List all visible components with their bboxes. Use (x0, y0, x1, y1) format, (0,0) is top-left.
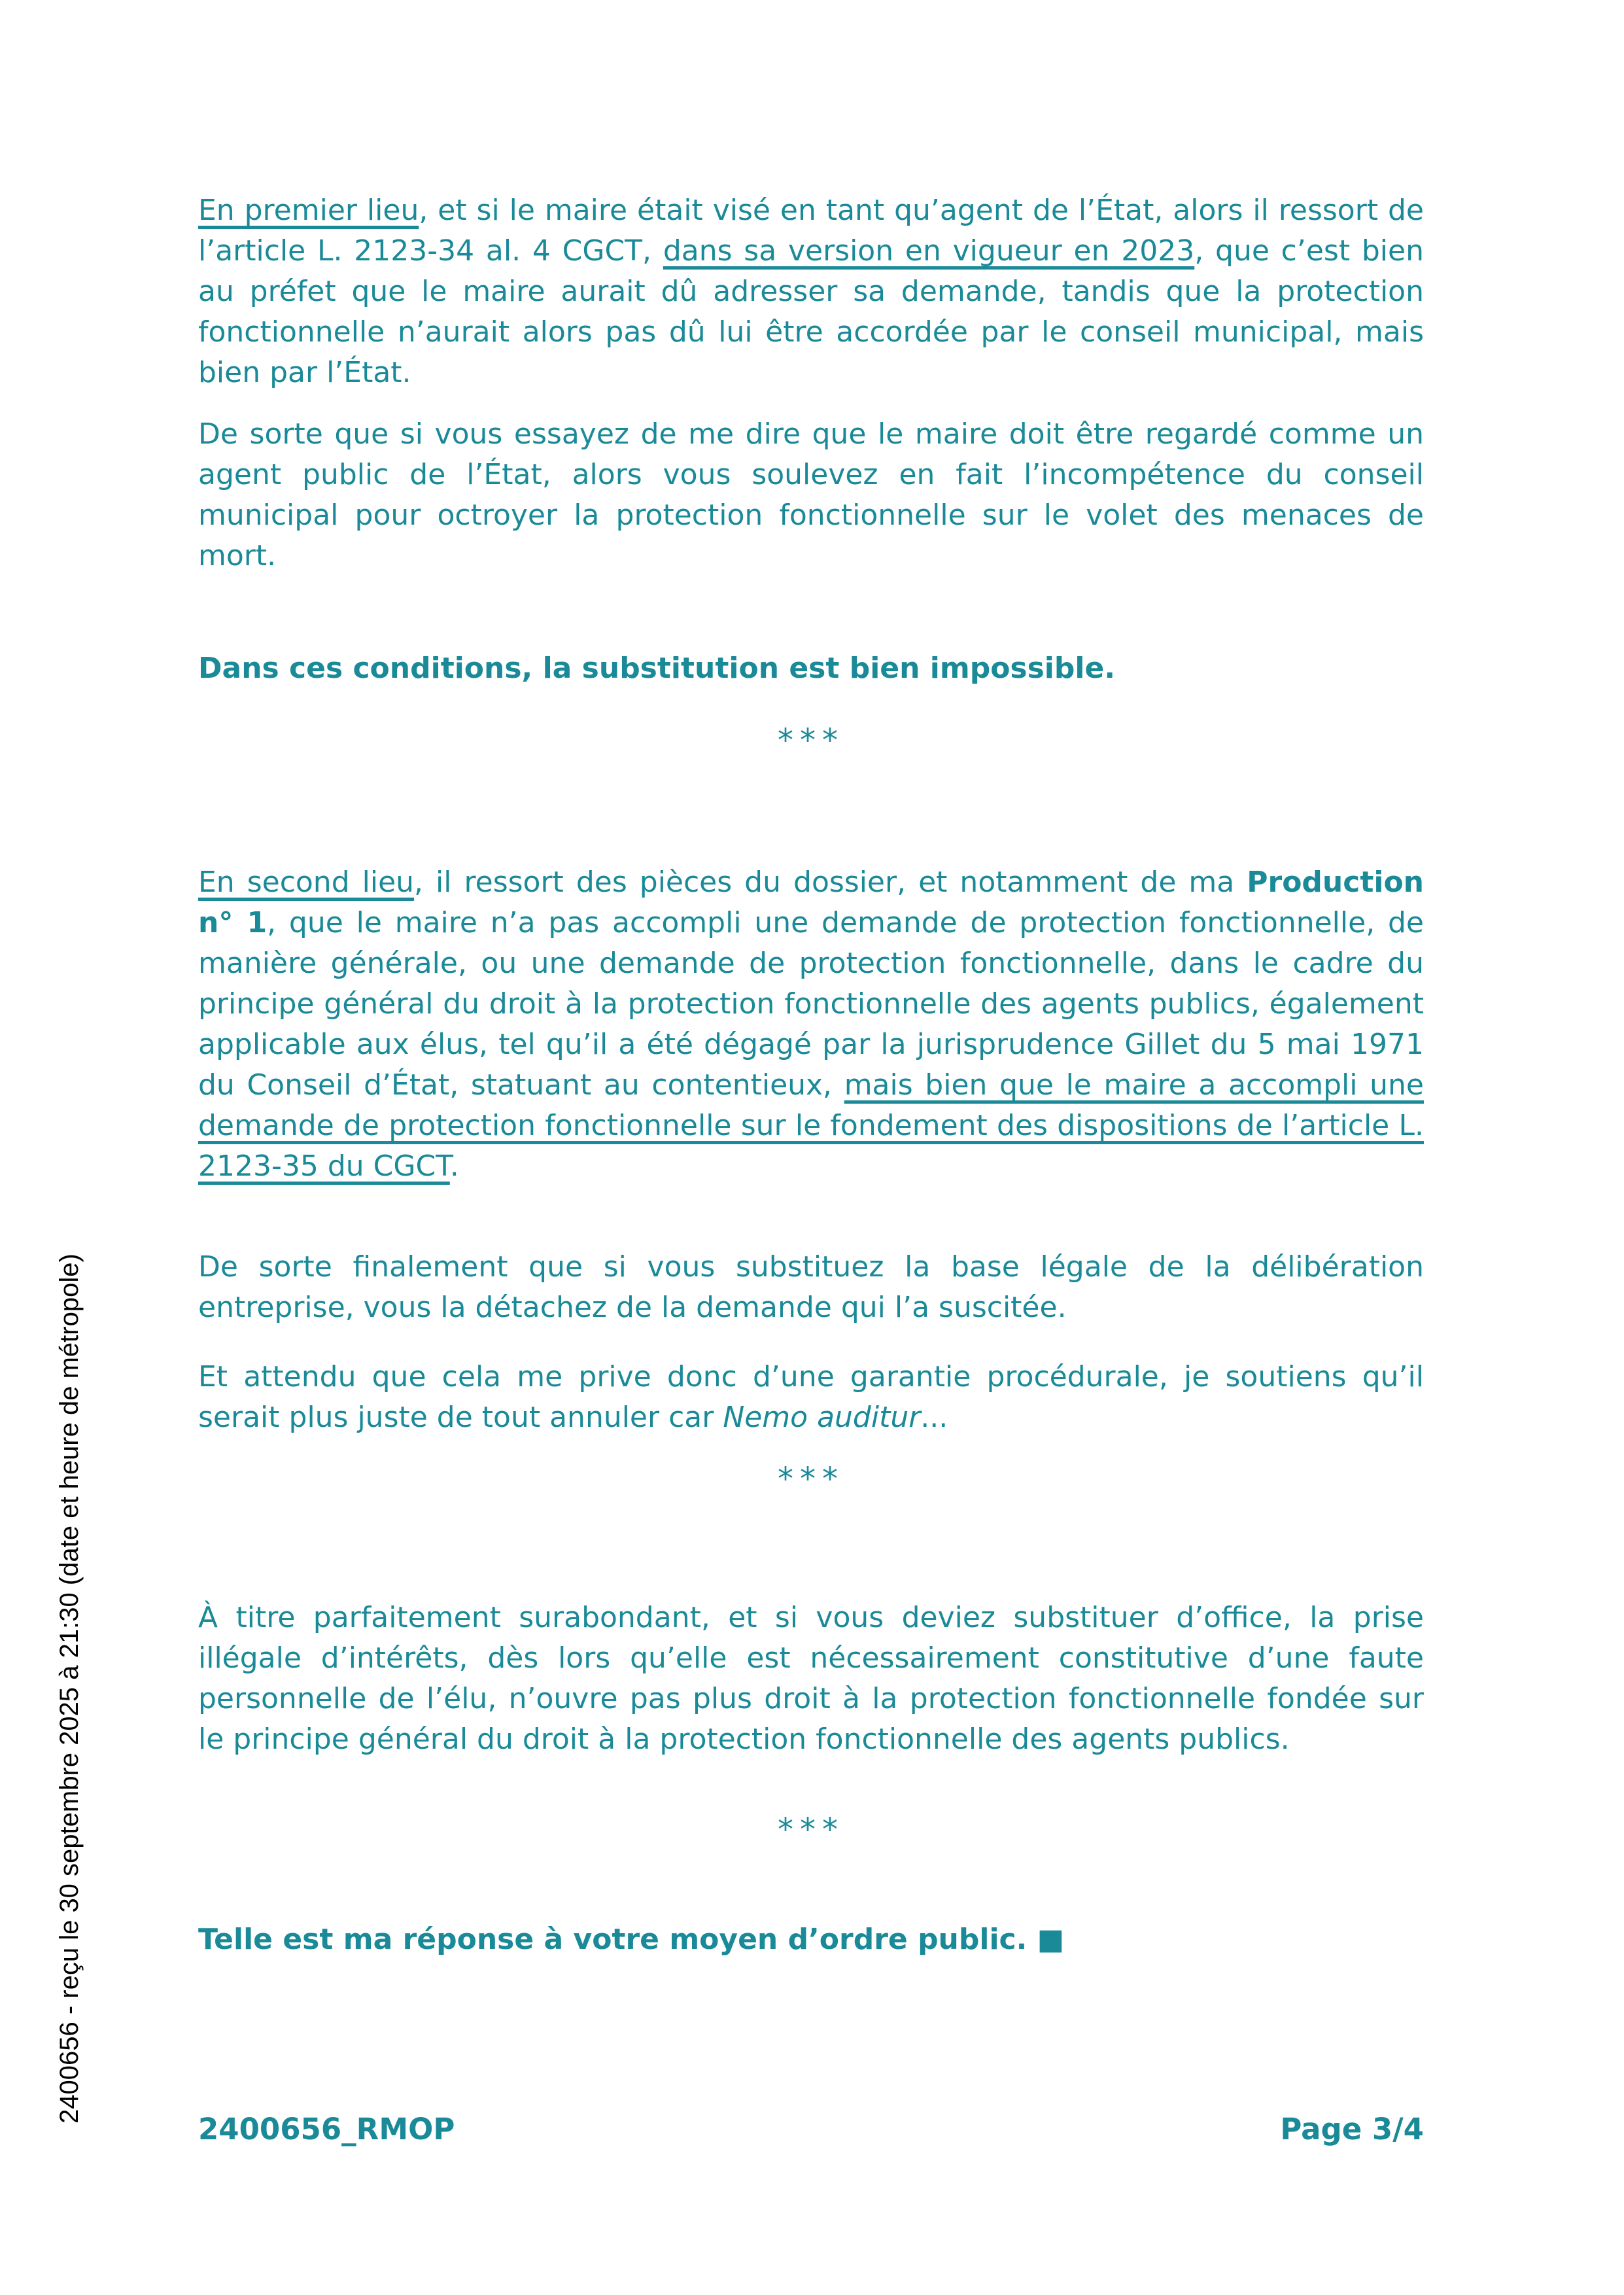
paragraph-nemo-auditur (198, 1357, 1424, 1438)
text-segment: ... (920, 1401, 948, 1434)
page-number: Page 3/4 (1280, 2112, 1424, 2146)
text-segment: Et attendu que cela me prive donc d’une garantie procédurale, je soutiens qu’il serait plus juste de tout annuler car (198, 1360, 1424, 1434)
page-footer (198, 2109, 1424, 2150)
conclusion-substitution-impossible (198, 648, 1424, 689)
section-separator: *** (778, 722, 844, 759)
text-segment: En premier lieu (198, 194, 419, 227)
text-segment: De sorte que si vous essayez de me dire que le maire doit être regardé comme un agent public de l’État, alors vous soulevez en fait l’incompétence du conseil municipal pour octroyer la protection fonctionnelle sur le volet des menaces de mort. (198, 417, 1424, 572)
paragraph-surabondant (198, 1598, 1424, 1760)
document-reference: 2400656_RMOP (198, 2112, 455, 2146)
text-segment: Dans ces conditions, la substitution est bien impossible. (198, 652, 1116, 685)
paragraph-second-lieu (198, 862, 1424, 1187)
text-segment: À titre parfaitement surabondant, et si vous deviez substituer d’office, la prise illégale d’intérêts, dès lors qu’elle est nécessairement constitutive d’une faute personnelle de l’élu, n’ouvre pas plus droit à la protection fonctionnelle fondée sur le principe général du droit à la protection fonctionnelle des agents publics. (198, 1601, 1424, 1756)
paragraph-premier-lieu (198, 190, 1424, 393)
paragraph-de-sorte (198, 414, 1424, 576)
text-segment: dans sa version en vigueur en 2023 (663, 234, 1195, 268)
paragraph-base-legale (198, 1247, 1424, 1328)
text-segment: En second lieu (198, 866, 415, 899)
text-segment: , il ressort des pièces du dossier, et notamment de ma (414, 866, 1247, 899)
document-body (198, 0, 1424, 1960)
text-segment: mais bien que le maire a accompli une demande de protection fonctionnelle sur le fondement des dispositions de l’article L. 2123-35 du CGCT (198, 1068, 1424, 1183)
section-separator: *** (778, 1461, 844, 1498)
text-segment: , que c’est bien au préfet que le maire aurait dû adresser sa demande, tandis que la protection fonctionnelle n’aurait alors pas dû lui être accordée par le conseil municipal, mais bien par l’État. (198, 234, 1424, 389)
text-segment: Telle est ma réponse à votre moyen d’ordre public. (198, 1923, 1037, 1956)
efiling-stamp: 2400656 - reçu le 30 septembre 2025 à 21:30 (date et heure de métropole) (55, 1253, 84, 2124)
section-separator: *** (778, 1812, 844, 1848)
text-segment: , que le maire n’a pas accompli une demande de protection fonctionnelle, de manière générale, ou une demande de protection fonctionnelle, dans le cadre du principe général du droit à la protection fonctionnelle des agents publics, également applicable aux élus, tel qu’il a été dégagé par la jurisprudence Gillet du 5 mai 1971 du Conseil d’État, statuant au contentieux, (198, 906, 1424, 1102)
text-segment: De sorte finalement que si vous substituez la base légale de la délibération entreprise, vous la détachez de la demande qui l’a suscitée. (198, 1250, 1424, 1324)
text-segment: Nemo auditur (723, 1401, 921, 1434)
text-segment: . (449, 1149, 459, 1183)
text-segment: ■ (1037, 1923, 1065, 1956)
closing-statement (198, 1919, 1424, 1960)
text-segment: Production n° 1 (198, 866, 1424, 939)
text-segment: , et si le maire était visé en tant qu’agent de l’État, alors il ressort de l’article L. 2123-34 al. 4 CGCT, (198, 194, 1424, 268)
